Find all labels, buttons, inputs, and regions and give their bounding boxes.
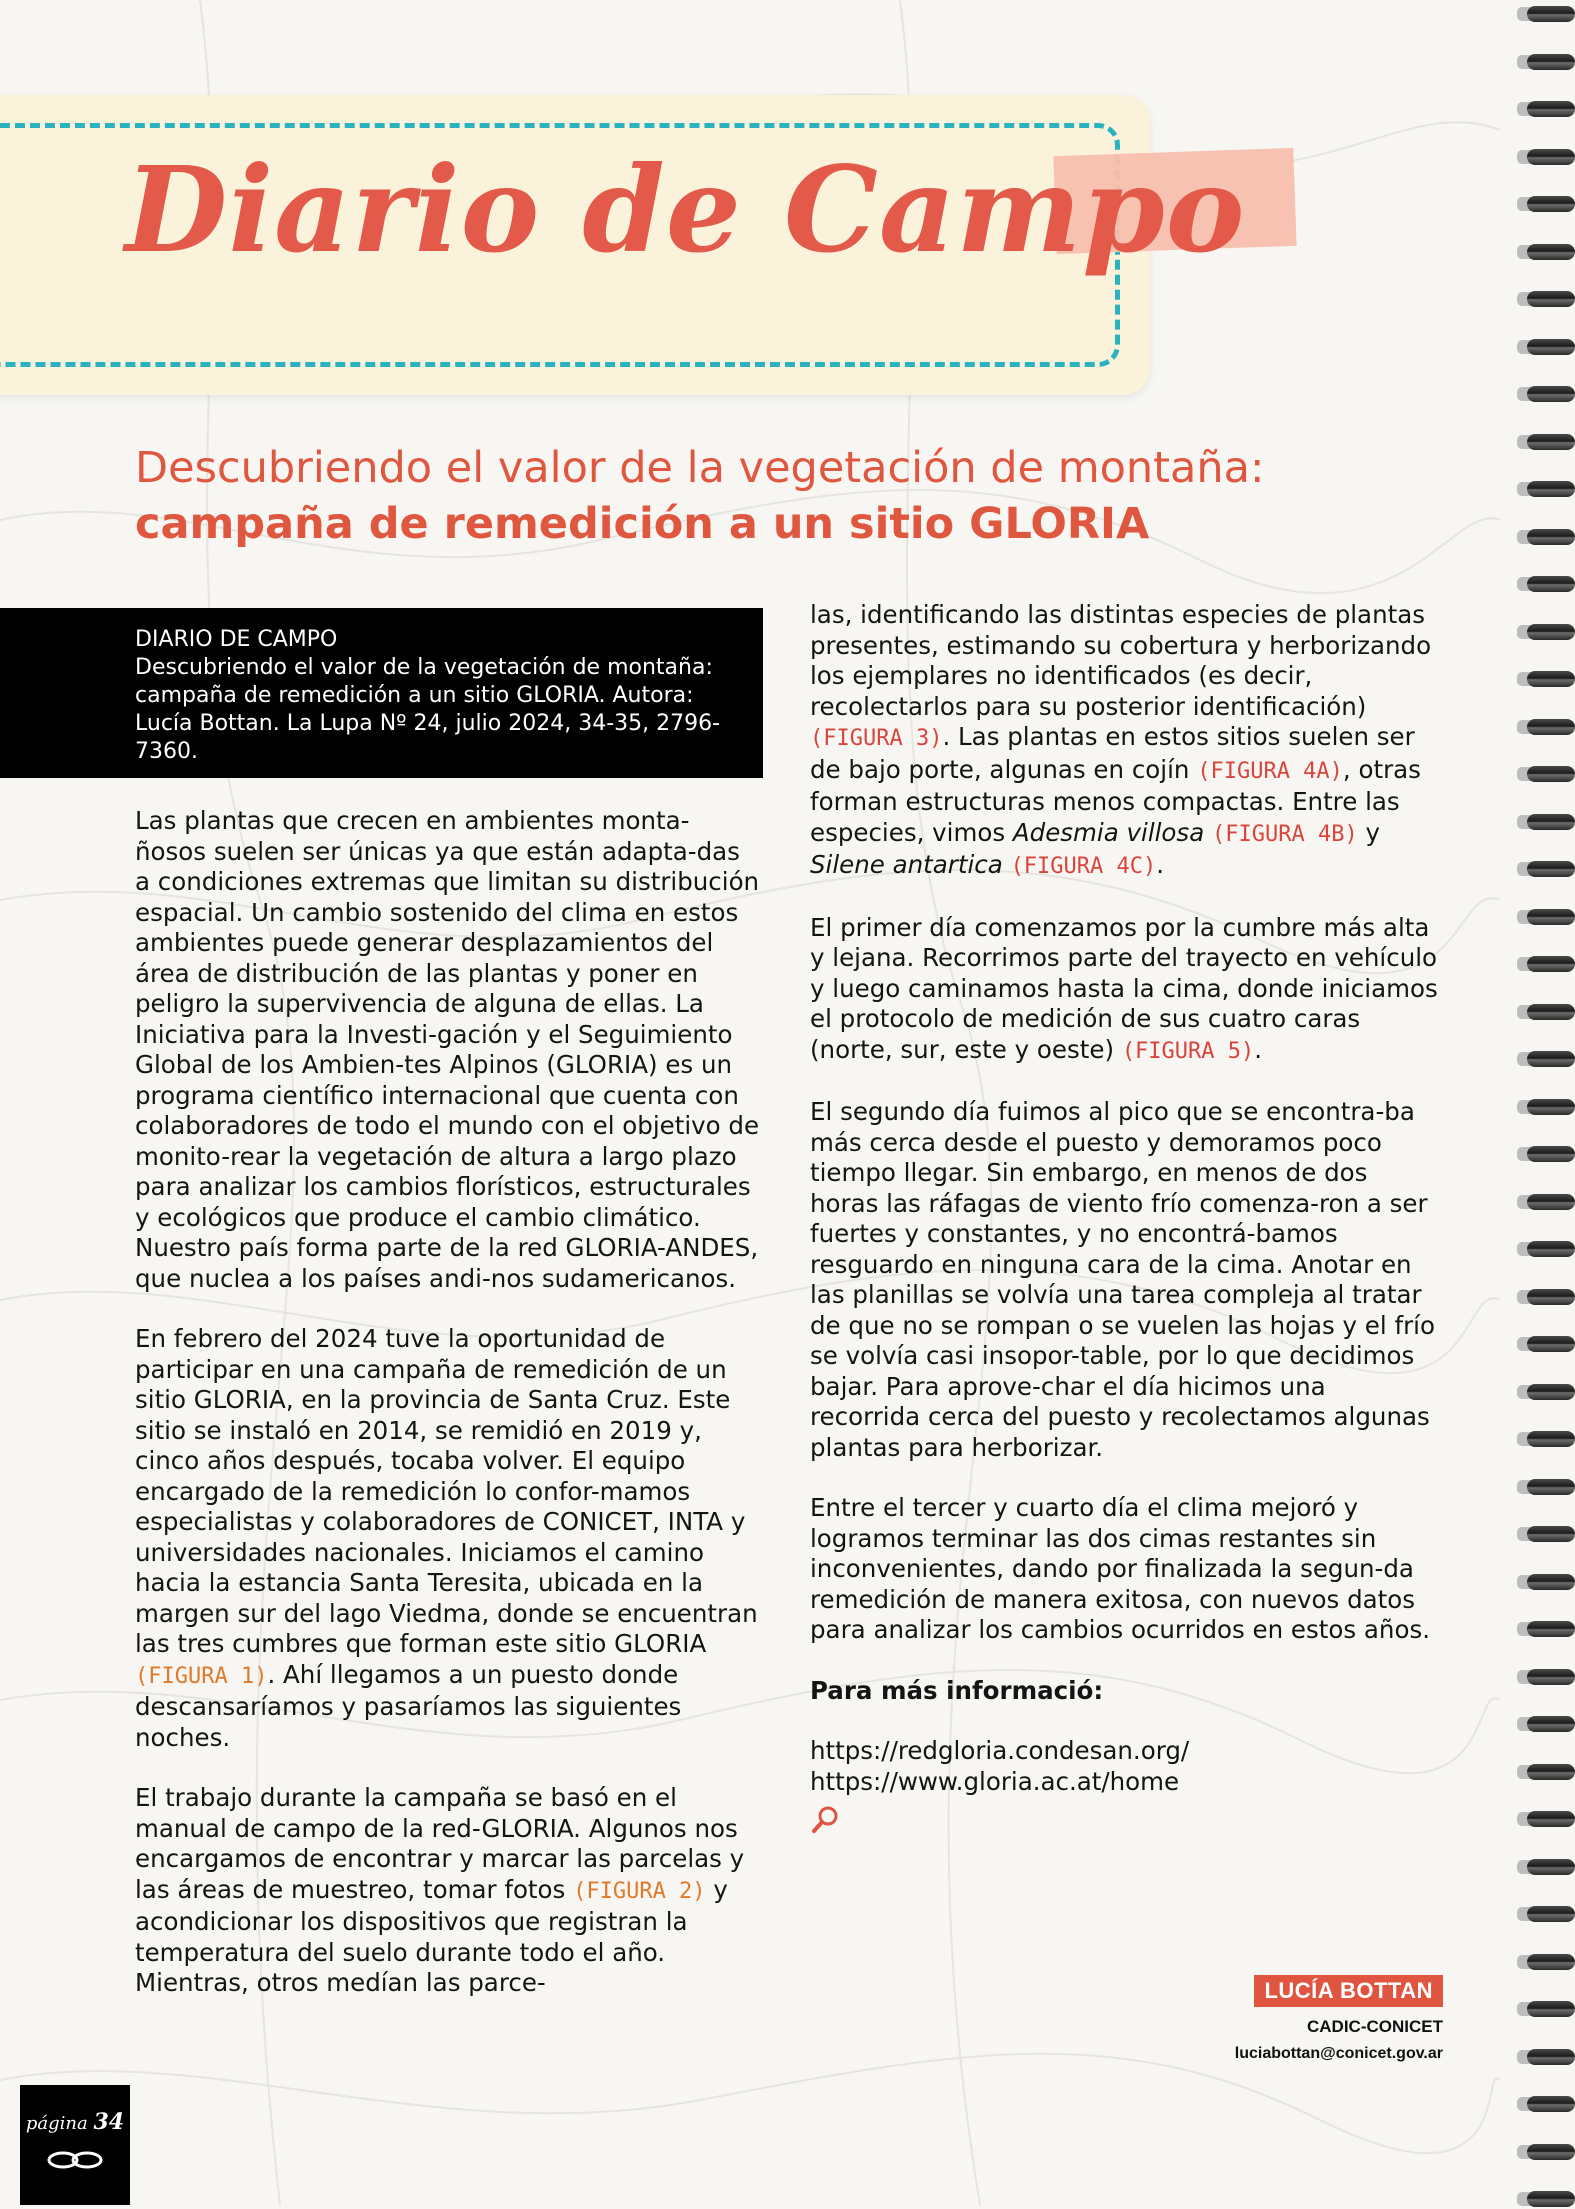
spiral-ring — [1517, 1287, 1575, 1307]
spiral-ring — [1517, 432, 1575, 452]
spiral-ring — [1517, 1097, 1575, 1117]
spiral-ring — [1517, 1857, 1575, 1877]
more-info-heading: Para más informació: — [810, 1675, 1104, 1705]
citation-text: Descubriendo el valor de la vegetación de montaña: campaña de remedición a un sitio GLORIA. Autora: Lucía Bottan. La Lupa Nº 24, julio 2024, 34-35, 2796-7360. — [135, 655, 721, 764]
paragraph: las, identificando las distintas especies de plantas presentes, estimando su cobertura y herborizando los ejemplares no identificados (es decir, recolectarlos para su posterior identificación) (FIGURA 3). Las plantas en estos sitios suelen ser de bajo porte, algunas en cojín (FIGURA 4A), otras forman estructuras menos compactas. Entre las especies, vimos Adesmia villosa (FIGURA 4B) y Silene antartica (FIGURA 4C). — [810, 600, 1432, 879]
spiral-ring — [1517, 1619, 1575, 1639]
spiral-ring — [1517, 1904, 1575, 1924]
notebook-spiral-binding — [1505, 0, 1575, 2205]
spiral-ring — [1517, 1714, 1575, 1734]
spiral-ring — [1517, 2189, 1575, 2209]
spiral-ring — [1517, 2047, 1575, 2067]
spiral-ring — [1517, 289, 1575, 309]
author-email[interactable]: luciabottan@conicet.gov.ar — [1234, 2045, 1443, 2062]
page-label: página — [25, 2113, 88, 2134]
spiral-ring — [1517, 1334, 1575, 1354]
spiral-ring — [1517, 574, 1575, 594]
spiral-ring — [1517, 1429, 1575, 1449]
spiral-ring — [1517, 337, 1575, 357]
spiral-ring — [1517, 1809, 1575, 1829]
figure-reference[interactable]: (FIGURA 2) — [573, 1878, 706, 1904]
author-affiliation: CADIC-CONICET — [1307, 2017, 1443, 2036]
spiral-ring — [1517, 4, 1575, 24]
spiral-ring — [1517, 194, 1575, 214]
spiral-ring — [1517, 147, 1575, 167]
author-block — [1235, 1975, 1443, 2063]
spiral-ring — [1517, 1239, 1575, 1259]
spiral-ring — [1517, 669, 1575, 689]
figure-reference[interactable]: (FIGURA 4C) — [1010, 854, 1157, 879]
spiral-ring — [1517, 527, 1575, 547]
spiral-ring — [1517, 1952, 1575, 1972]
magnifier-icon — [810, 1805, 840, 1835]
headline-line-2: campaña de remedición a un sitio GLORIA — [135, 499, 1150, 549]
spiral-ring — [1517, 384, 1575, 404]
spiral-ring — [1517, 1049, 1575, 1069]
spiral-ring — [1517, 479, 1575, 499]
spiral-ring — [1517, 859, 1575, 879]
author-name: LUCÍA BOTTAN — [1254, 1975, 1443, 2007]
spiral-ring — [1517, 1477, 1575, 1497]
paragraph: El trabajo durante la campaña se basó en el manual de campo de la red-GLORIA. Algunos nos encargamos de encontrar y marcar las parcelas y las áreas de muestreo, tomar fotos (FIGURA 2) y acondicionar los dispositivos que registran la temperatura del suelo durante todo el año. Mientras, otros medían las parce- — [135, 1783, 745, 1997]
spiral-ring — [1517, 1524, 1575, 1544]
figure-reference[interactable]: (FIGURA 4A) — [1197, 758, 1343, 784]
spiral-ring — [1517, 242, 1575, 262]
figure-reference[interactable]: (FIGURA 5) — [1121, 1038, 1255, 1064]
spiral-ring — [1517, 954, 1575, 974]
spiral-ring — [1517, 1667, 1575, 1687]
spiral-ring — [1517, 907, 1575, 927]
citation-label: DIARIO DE CAMPO — [135, 627, 338, 652]
spiral-ring — [1517, 1762, 1575, 1782]
figure-reference[interactable]: (FIGURA 4B) — [1212, 821, 1358, 847]
page-number-box — [20, 2085, 130, 2205]
spiral-ring — [1517, 1382, 1575, 1402]
spiral-ring — [1517, 622, 1575, 642]
paragraph: El primer día comenzamos por la cumbre más alta y lejana. Recorrimos parte del trayecto en vehículo y luego caminamos hasta la cima, donde iniciamos el protocolo de medición de sus cuatro caras (norte, sur, este y oeste) (FIGURA 5). — [810, 912, 1438, 1064]
figure-reference[interactable]: (FIGURA 1) — [135, 1663, 268, 1689]
spiral-ring — [1517, 1002, 1575, 1022]
spiral-ring — [1517, 717, 1575, 737]
spiral-ring — [1517, 99, 1575, 119]
citation-box — [0, 608, 763, 778]
species-name: Silene antartica — [810, 850, 1003, 879]
text-column-right — [810, 600, 1440, 1835]
spiral-ring — [1517, 2094, 1575, 2114]
spiral-ring — [1517, 2142, 1575, 2162]
paragraph: Entre el tercer y cuarto día el clima mejoró y logramos terminar las dos cimas restantes sin inconvenientes, dando por finalizada la segun-da remedición de manera exitosa, con nuevos datos para analizar los cambios ocurridos en estos años. — [810, 1493, 1431, 1644]
spiral-ring — [1517, 1144, 1575, 1164]
species-name: Adesmia villosa — [1012, 817, 1205, 847]
headline-line-1: Descubriendo el valor de la vegetación de montaña: — [135, 443, 1265, 493]
paragraph: El segundo día fuimos al pico que se encontra-ba más cerca desde el puesto y demoramos poco tiempo llegar. Sin embargo, en menos de dos horas las ráfagas de viento frío comenza-ron a ser fuertes y constantes, y no encontrá-bamos resguardo en ninguna cara de la cima. Anotar en las planillas se volvía una tarea compleja al tratar de que no se rompan o se vuelen las hojas y el frío se volvía casi insopor-table, por lo que decidimos bajar. Para aprove-char el día hicimos una recorrida cerca del puesto y recolectamos algunas plantas para herborizar. — [810, 1097, 1435, 1462]
magazine-logo-icon — [45, 2149, 105, 2171]
spiral-ring — [1517, 1572, 1575, 1592]
paragraph: En febrero del 2024 tuve la oportunidad de participar en una campaña de remedición de un sitio GLORIA, en la provincia de Santa Cruz. Este sitio se instaló en 2014, se remidió en 2019 y, cinco años después, tocaba volver. El equipo encargado de la remedición lo confor-mamos especialistas y colaboradores de CONICET, INTA y universidades nacionales. Iniciamos el camino hacia la estancia Santa Teresita, ubicada en la margen sur del lago Viedma, donde se encuentran las tres cumbres que forman este sitio GLORIA (FIGURA 1). Ahí llegamos a un puesto donde descansaríamos y pasaríamos las siguientes noches. — [135, 1324, 758, 1752]
text-column-left — [135, 806, 760, 2029]
banner-title: Diario de Campo — [125, 140, 1246, 279]
link-gloria-home[interactable]: https://www.gloria.ac.at/home — [810, 1766, 1180, 1796]
article-headline — [135, 440, 1435, 552]
spiral-ring — [1517, 764, 1575, 784]
link-redgloria[interactable]: https://redgloria.condesan.org/ — [810, 1736, 1190, 1765]
spiral-ring — [1517, 52, 1575, 72]
spiral-ring — [1517, 1999, 1575, 2019]
spiral-ring — [1517, 1192, 1575, 1212]
spiral-ring — [1517, 812, 1575, 832]
page-number: 34 — [93, 2109, 125, 2135]
figure-reference[interactable]: (FIGURA 3) — [810, 726, 943, 751]
paragraph: Las plantas que crecen en ambientes monta-ñosos suelen ser únicas ya que están adapta-das a condiciones extremas que limitan su distribución espacial. Un cambio sostenido del clima en estos ambientes puede generar desplazamientos del área de distribución de las plantas y poner en peligro la supervivencia de alguna de ellas. La Iniciativa para la Investi-gación y el Seguimiento Global de los Ambien-tes Alpinos (GLORIA) es un programa científico internacional que cuenta con colaboradores de todo el mundo con el objetivo de monito-rear la vegetación de altura a largo plazo para analizar los cambios florísticos, estructurales y ecológicos que produce el cambio climático. Nuestro país forma parte de la red GLORIA-ANDES, que nuclea a los países andi-nos sudamericanos. — [135, 806, 760, 1293]
